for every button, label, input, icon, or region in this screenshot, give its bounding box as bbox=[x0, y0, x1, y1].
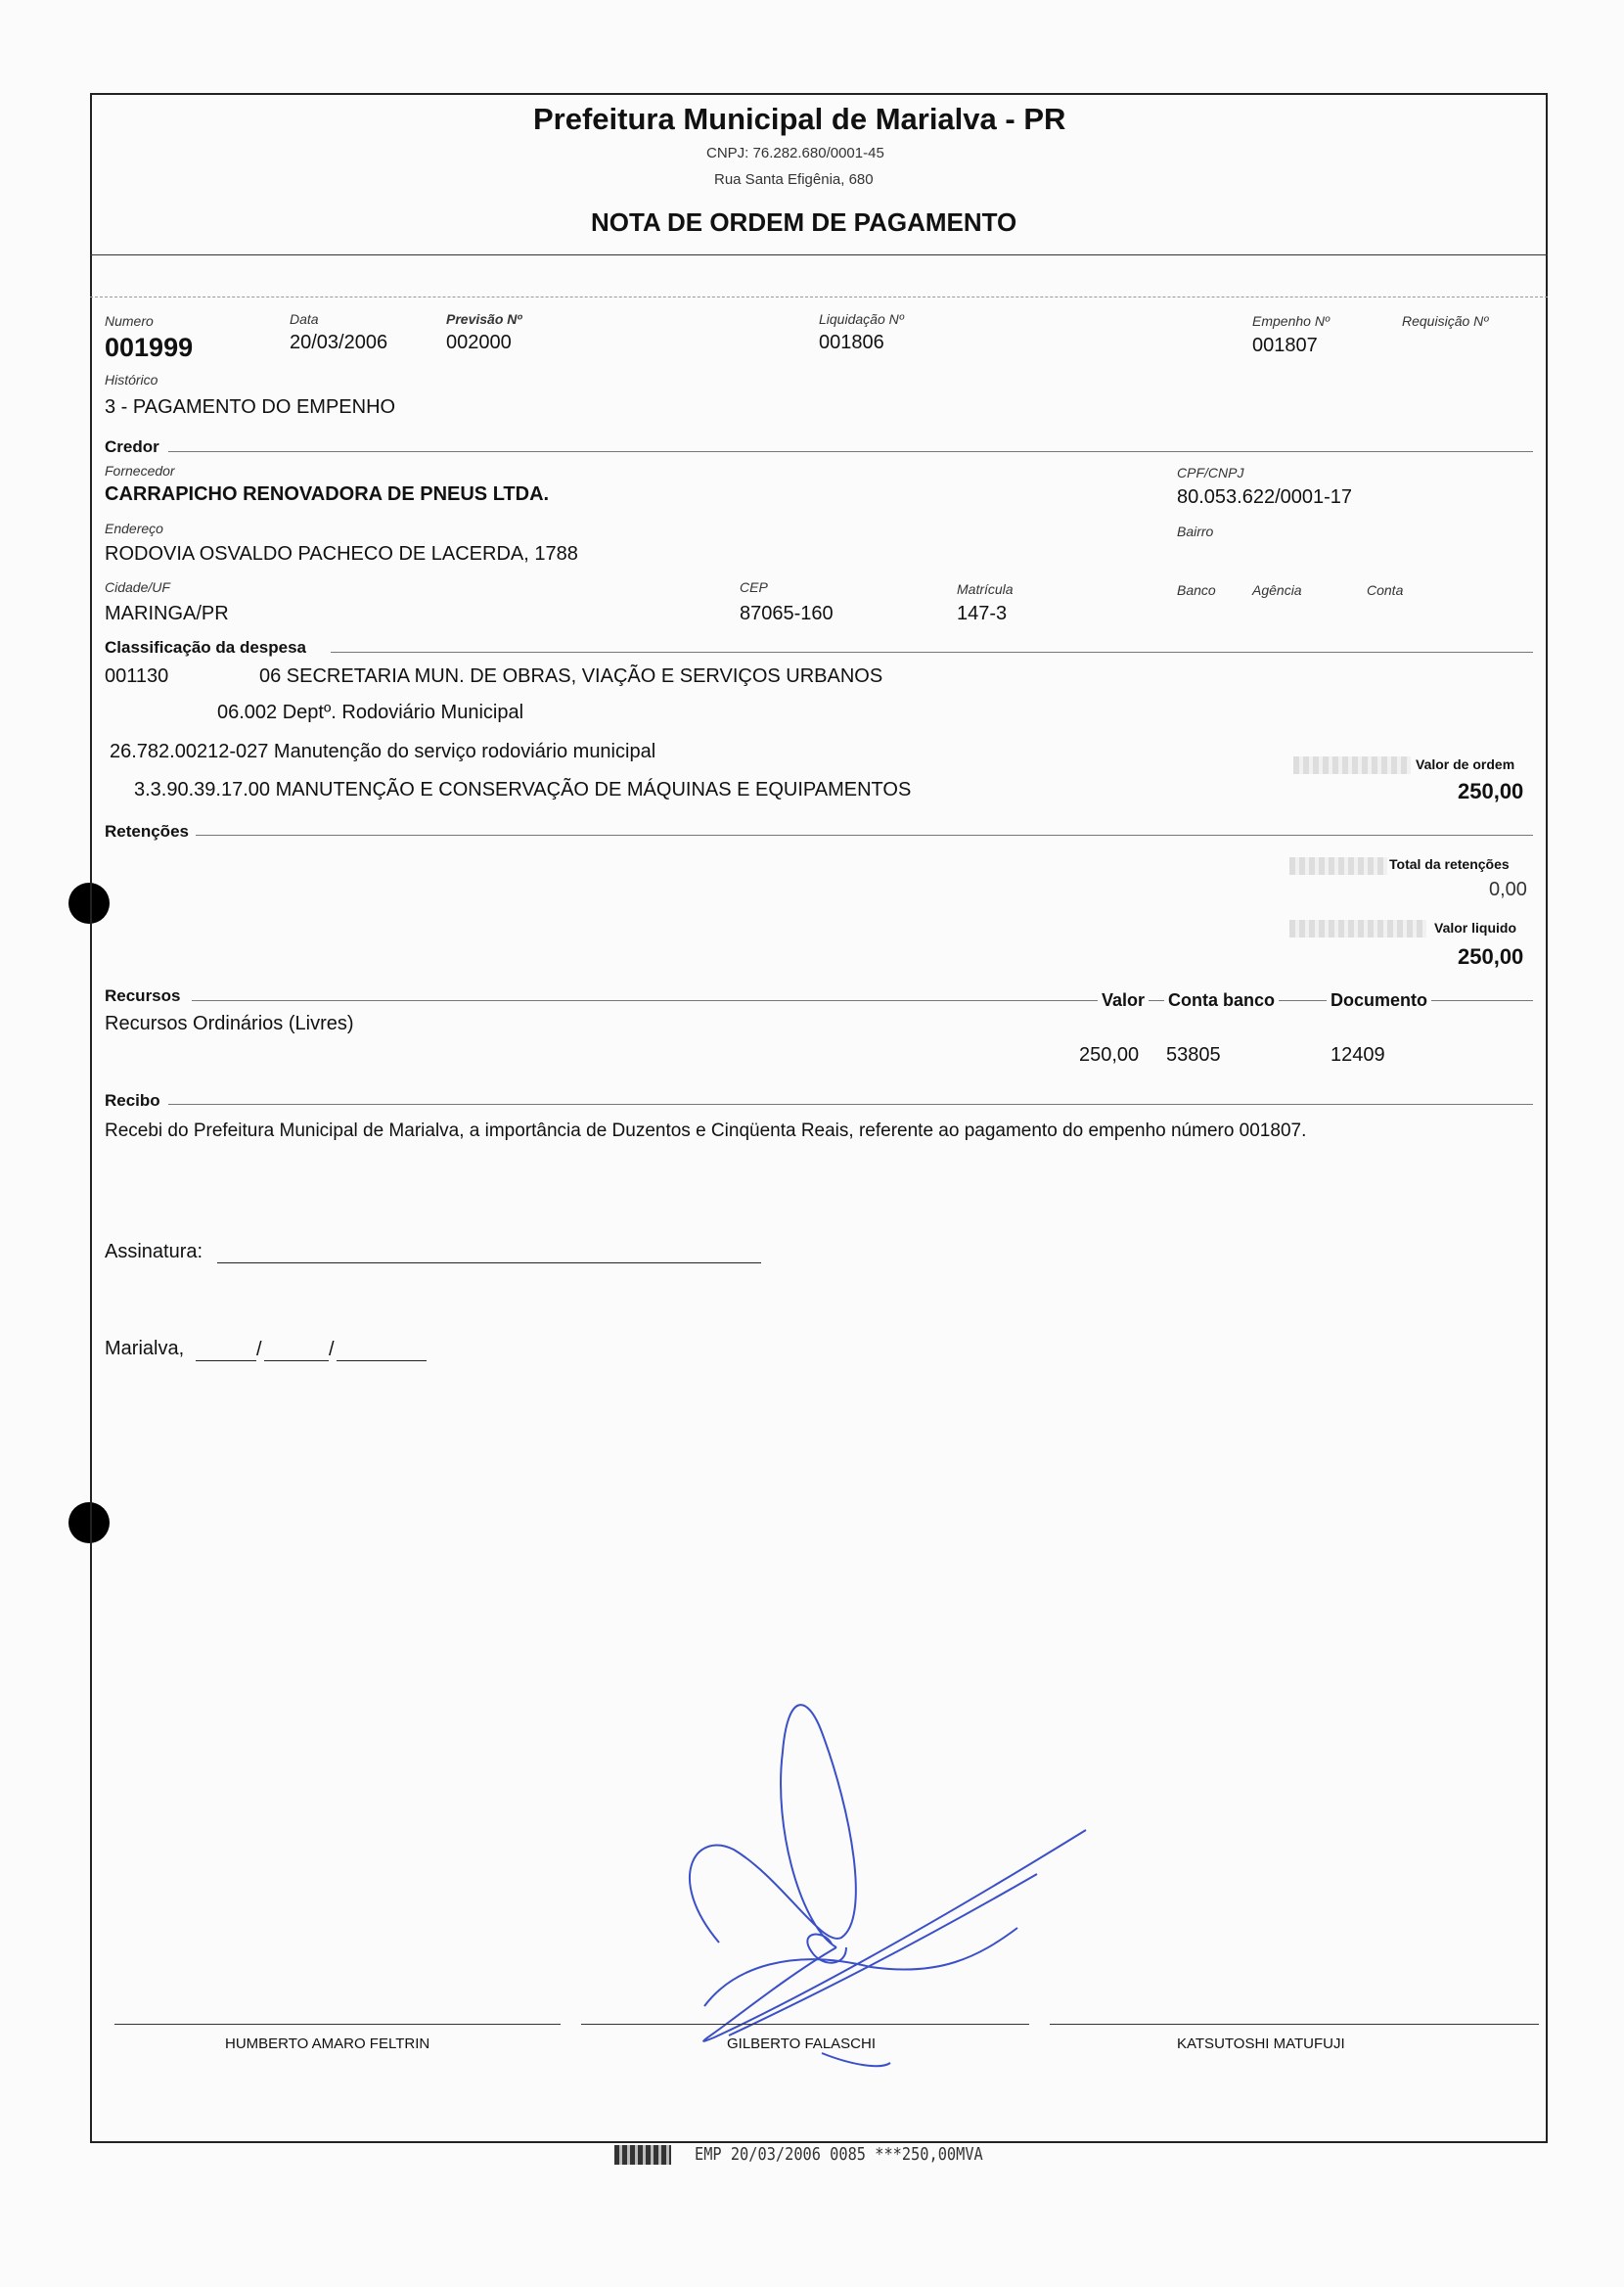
stamp-logo-icon bbox=[614, 2145, 671, 2165]
total-retencoes-value: 0,00 bbox=[1489, 879, 1527, 900]
local-date-label: Marialva, bbox=[105, 1338, 185, 1359]
numero-value: 001999 bbox=[105, 333, 194, 362]
credor-rule bbox=[168, 451, 1533, 452]
class-elemento: 3.3.90.39.17.00 MANUTENÇÃO E CONSERVAÇÃO DE MÁQUINAS E EQUIPAMENTOS bbox=[134, 779, 912, 800]
cep-label: CEP bbox=[740, 579, 768, 595]
date-blank-month bbox=[264, 1360, 329, 1361]
total-retencoes-label: Total da retenções bbox=[1389, 856, 1510, 872]
class-code: 001130 bbox=[105, 665, 169, 687]
historico-label: Histórico bbox=[105, 372, 158, 388]
valor-col-label: Valor bbox=[1098, 990, 1149, 1011]
historico-value: 3 - PAGAMENTO DO EMPENHO bbox=[105, 396, 396, 418]
assinatura-line bbox=[217, 1262, 761, 1263]
recursos-heading: Recursos bbox=[105, 986, 181, 1005]
date-blank-day bbox=[196, 1360, 256, 1361]
date-slash-2: / bbox=[329, 1339, 335, 1360]
empenho-label: Empenho Nº bbox=[1252, 313, 1331, 329]
matricula-label: Matrícula bbox=[957, 581, 1014, 597]
requisicao-label: Requisição Nº bbox=[1402, 313, 1489, 329]
numero-label: Numero bbox=[105, 313, 154, 329]
liquidacao-label: Liquidação Nº bbox=[819, 311, 904, 327]
cpf-label: CPF/CNPJ bbox=[1177, 465, 1244, 480]
classificacao-rule bbox=[331, 652, 1533, 653]
assinatura-label: Assinatura: bbox=[105, 1241, 203, 1262]
retencoes-heading: Retenções bbox=[105, 822, 189, 841]
agencia-label: Agência bbox=[1252, 582, 1302, 598]
class-programa: 26.782.00212-027 Manutenção do serviço rodoviário municipal bbox=[110, 741, 656, 762]
recibo-heading: Recibo bbox=[105, 1091, 160, 1110]
endereco-label: Endereço bbox=[105, 521, 163, 536]
fornecedor-value: CARRAPICHO RENOVADORA DE PNEUS LTDA. bbox=[105, 483, 550, 505]
cpf-value: 80.053.622/0001-17 bbox=[1177, 486, 1353, 508]
endereco-value: RODOVIA OSVALDO PACHECO DE LACERDA, 1788 bbox=[105, 543, 578, 565]
payment-stamp: EMP 20/03/2006 0085 ***250,00MVA bbox=[695, 2144, 983, 2165]
signature-line-3 bbox=[1050, 2024, 1539, 2025]
header-divider bbox=[90, 254, 1548, 255]
redacted-bar-2 bbox=[1289, 857, 1387, 875]
fornecedor-label: Fornecedor bbox=[105, 463, 175, 479]
valor-ordem-value: 250,00 bbox=[1458, 779, 1524, 803]
address-line: Rua Santa Efigênia, 680 bbox=[714, 171, 874, 188]
recibo-text: Recebi do Prefeitura Municipal de Marialva, a importância de Duzentos e Cinqüenta Reais, referente ao pagamento do empenho número 001807. bbox=[105, 1121, 1307, 1141]
signatory-3: KATSUTOSHI MATUFUJI bbox=[1177, 2035, 1345, 2052]
previsao-label: Previsão Nº bbox=[446, 311, 522, 327]
liquidacao-value: 001806 bbox=[819, 332, 884, 353]
bairro-label: Bairro bbox=[1177, 524, 1214, 539]
date-slash-1: / bbox=[256, 1339, 262, 1360]
handwritten-signature bbox=[626, 1673, 1096, 2084]
empenho-value: 001807 bbox=[1252, 335, 1318, 356]
valor-liquido-value: 250,00 bbox=[1458, 944, 1524, 969]
recurso-valor: 250,00 bbox=[1079, 1044, 1140, 1066]
class-departamento: 06.002 Deptº. Rodoviário Municipal bbox=[217, 702, 524, 723]
document-title: NOTA DE ORDEM DE PAGAMENTO bbox=[591, 207, 1017, 237]
valor-ordem-label: Valor de ordem bbox=[1416, 756, 1515, 772]
cidade-label: Cidade/UF bbox=[105, 579, 170, 595]
retencoes-rule bbox=[196, 835, 1533, 836]
signatory-2: GILBERTO FALASCHI bbox=[727, 2035, 876, 2052]
redacted-bar-1 bbox=[1293, 756, 1411, 774]
valor-liquido-label: Valor liquido bbox=[1434, 920, 1517, 936]
recibo-rule bbox=[168, 1104, 1533, 1105]
redacted-bar-3 bbox=[1289, 920, 1426, 938]
classificacao-heading: Classificação da despesa bbox=[105, 638, 307, 657]
banco-label: Banco bbox=[1177, 582, 1216, 598]
data-value: 20/03/2006 bbox=[290, 332, 388, 353]
recurso-descricao: Recursos Ordinários (Livres) bbox=[105, 1013, 354, 1034]
cnpj-line: CNPJ: 76.282.680/0001-45 bbox=[706, 145, 884, 161]
credor-heading: Credor bbox=[105, 437, 159, 456]
municipality-title: Prefeitura Municipal de Marialva - PR bbox=[533, 102, 1066, 136]
date-blank-year bbox=[337, 1360, 427, 1361]
matricula-value: 147-3 bbox=[957, 603, 1008, 624]
cep-value: 87065-160 bbox=[740, 603, 834, 624]
data-label: Data bbox=[290, 311, 319, 327]
cidade-value: MARINGA/PR bbox=[105, 603, 229, 624]
conta-banco-col-label: Conta banco bbox=[1164, 990, 1279, 1011]
recurso-documento: 12409 bbox=[1331, 1044, 1385, 1066]
previsao-value: 002000 bbox=[446, 332, 512, 353]
signatory-1: HUMBERTO AMARO FELTRIN bbox=[225, 2035, 430, 2052]
conta-label: Conta bbox=[1367, 582, 1404, 598]
recurso-conta: 53805 bbox=[1166, 1044, 1221, 1066]
documento-col-label: Documento bbox=[1327, 990, 1431, 1011]
signature-line-2 bbox=[581, 2024, 1029, 2025]
signature-line-1 bbox=[114, 2024, 561, 2025]
class-secretaria: 06 SECRETARIA MUN. DE OBRAS, VIAÇÃO E SERVIÇOS URBANOS bbox=[259, 665, 883, 687]
